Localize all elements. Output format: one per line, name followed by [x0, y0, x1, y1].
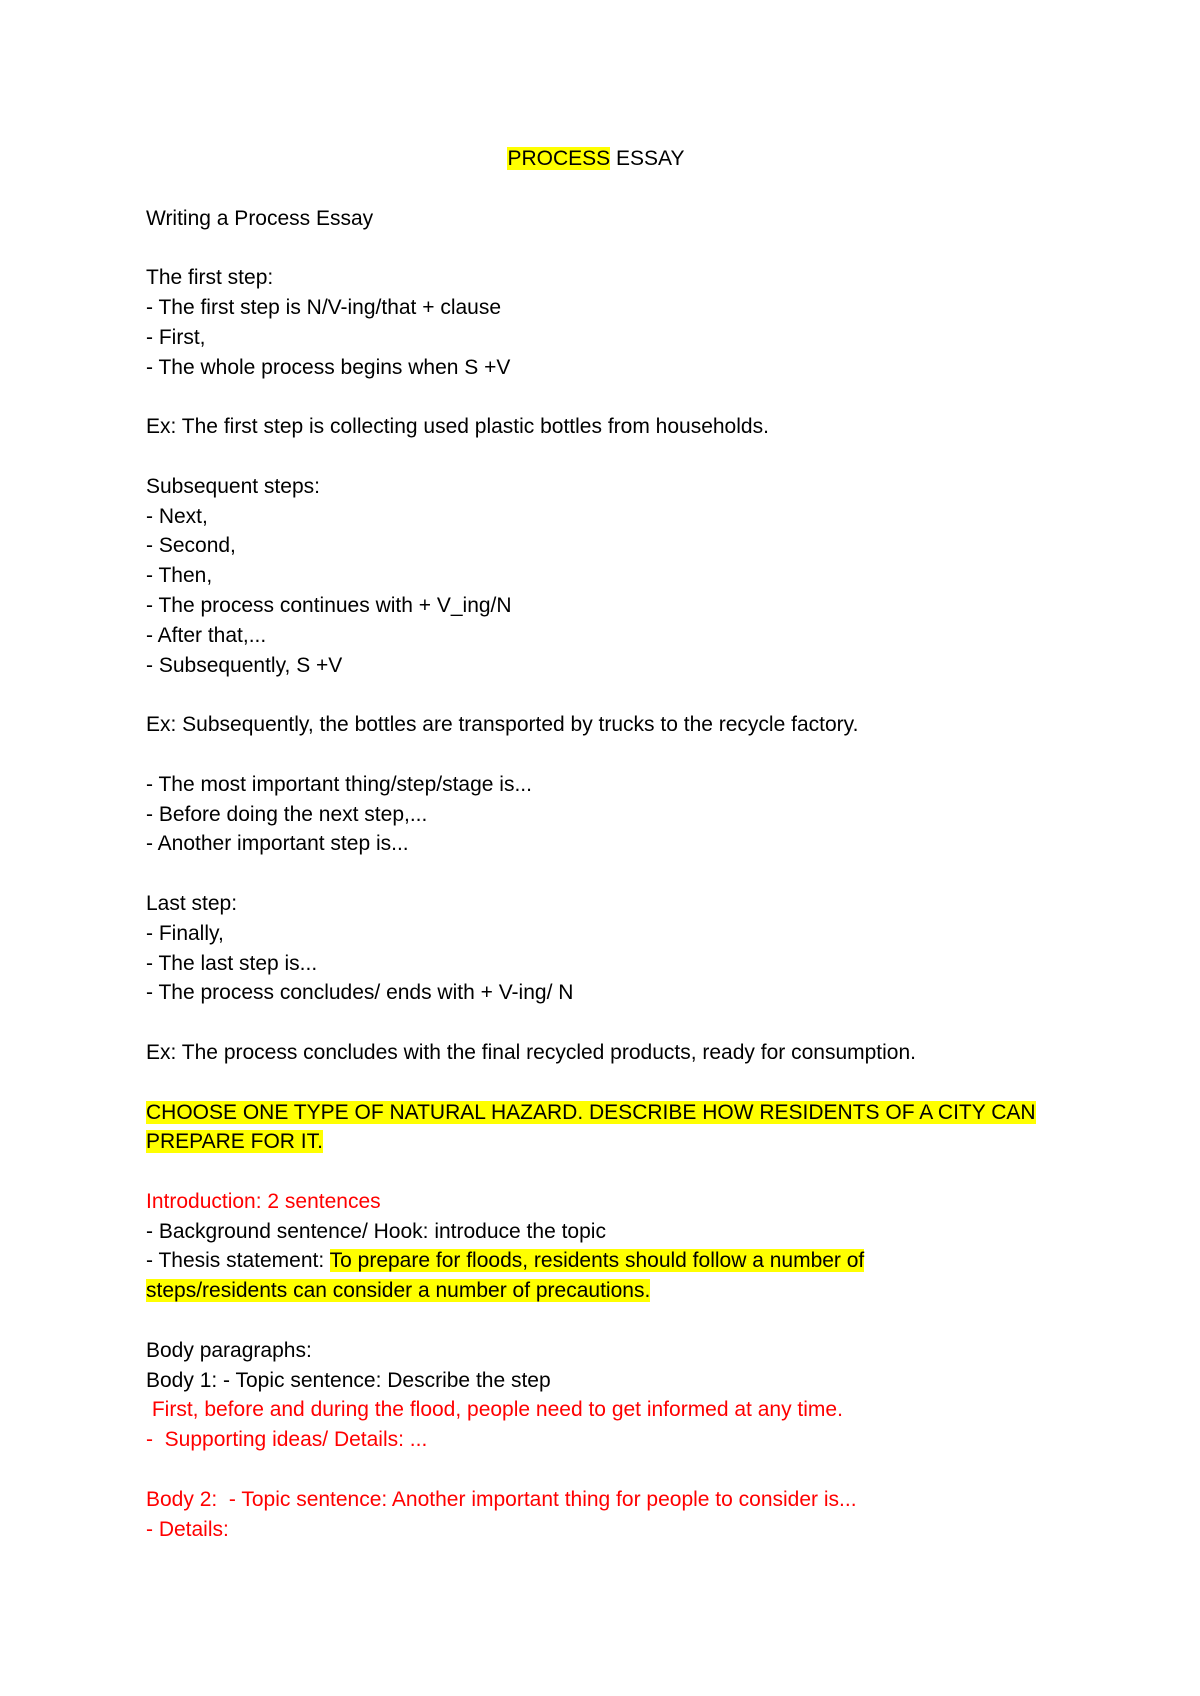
thesis-line: [146, 1246, 1046, 1276]
thesis-statement: To prepare for floods, residents should follow a number of: [329, 1249, 865, 1273]
subsequent-step-item: - Then,: [146, 564, 213, 588]
last-step-item: - The last step is...: [146, 951, 318, 975]
essay-prompt-text: CHOOSE ONE TYPE OF NATURAL HAZARD. DESCRIBE HOW RESIDENTS OF A CITY CAN: [146, 1100, 1036, 1124]
spacer: [146, 1455, 1046, 1485]
body1-topic: Body 1: - Topic sentence: Describe the step: [146, 1368, 551, 1392]
spacer: [146, 859, 1046, 889]
essay-prompt-line: [146, 1098, 1046, 1128]
subsequent-step-example: Ex: Subsequently, the bottles are transported by trucks to the recycle factory.: [146, 713, 859, 737]
document-content: [146, 144, 1046, 1544]
body1-sentence: First, before and during the flood, people need to get informed at any time.: [146, 1398, 843, 1422]
first-step-item: - First,: [146, 325, 206, 349]
first-step-item: - The whole process begins when S +V: [146, 355, 511, 379]
title-rest: ESSAY: [610, 147, 685, 170]
last-step-example: Ex: The process concludes with the final recycled products, ready for consumption.: [146, 1040, 916, 1064]
subsequent-step-item: - Next,: [146, 504, 208, 528]
introduction-heading: Introduction: 2 sentences: [146, 1189, 381, 1213]
spacer: [146, 1068, 1046, 1098]
spacer: [146, 1306, 1046, 1336]
spacer: [146, 1157, 1046, 1187]
spacer: [146, 680, 1046, 710]
spacer: [146, 442, 1046, 472]
last-step-heading: Last step:: [146, 891, 238, 915]
spacer: [146, 382, 1046, 412]
important-step-item: - The most important thing/step/stage is...: [146, 772, 532, 796]
first-step-heading: The first step:: [146, 266, 274, 290]
subsequent-step-item: - The process continues with + V_ing/N: [146, 593, 512, 617]
body2-topic: Body 2: - Topic sentence: Another important thing for people to consider is...: [146, 1487, 857, 1511]
introduction-background: - Background sentence/ Hook: introduce the topic: [146, 1219, 606, 1243]
essay-prompt-line: [146, 1127, 1046, 1157]
document-title: [146, 144, 1046, 174]
last-step-item: - The process concludes/ ends with + V-ing/ N: [146, 981, 574, 1005]
last-step-item: - Finally,: [146, 921, 224, 945]
thesis-statement: steps/residents can consider a number of precautions.: [146, 1279, 651, 1303]
spacer: [146, 233, 1046, 263]
important-step-item: - Another important step is...: [146, 832, 409, 856]
subsequent-steps-heading: Subsequent steps:: [146, 474, 320, 498]
subsequent-step-item: - After that,...: [146, 623, 267, 647]
title-highlight: PROCESS: [507, 147, 611, 170]
first-step-example: Ex: The first step is collecting used plastic bottles from households.: [146, 415, 769, 439]
thesis-label: - Thesis statement:: [146, 1249, 330, 1273]
essay-prompt-text: PREPARE FOR IT.: [146, 1130, 323, 1154]
body2-details: - Details:: [146, 1517, 229, 1541]
subsequent-step-item: - Subsequently, S +V: [146, 653, 343, 677]
first-step-item: - The first step is N/V-ing/that + clause: [146, 295, 502, 319]
spacer: [146, 740, 1046, 770]
subtitle: Writing a Process Essay: [146, 206, 374, 230]
subsequent-step-item: - Second,: [146, 534, 236, 558]
important-step-item: - Before doing the next step,...: [146, 802, 428, 826]
spacer: [146, 1008, 1046, 1038]
body-paragraphs-heading: Body paragraphs:: [146, 1338, 312, 1362]
body1-support: - Supporting ideas/ Details: ...: [146, 1428, 428, 1452]
thesis-line: [146, 1276, 1046, 1306]
